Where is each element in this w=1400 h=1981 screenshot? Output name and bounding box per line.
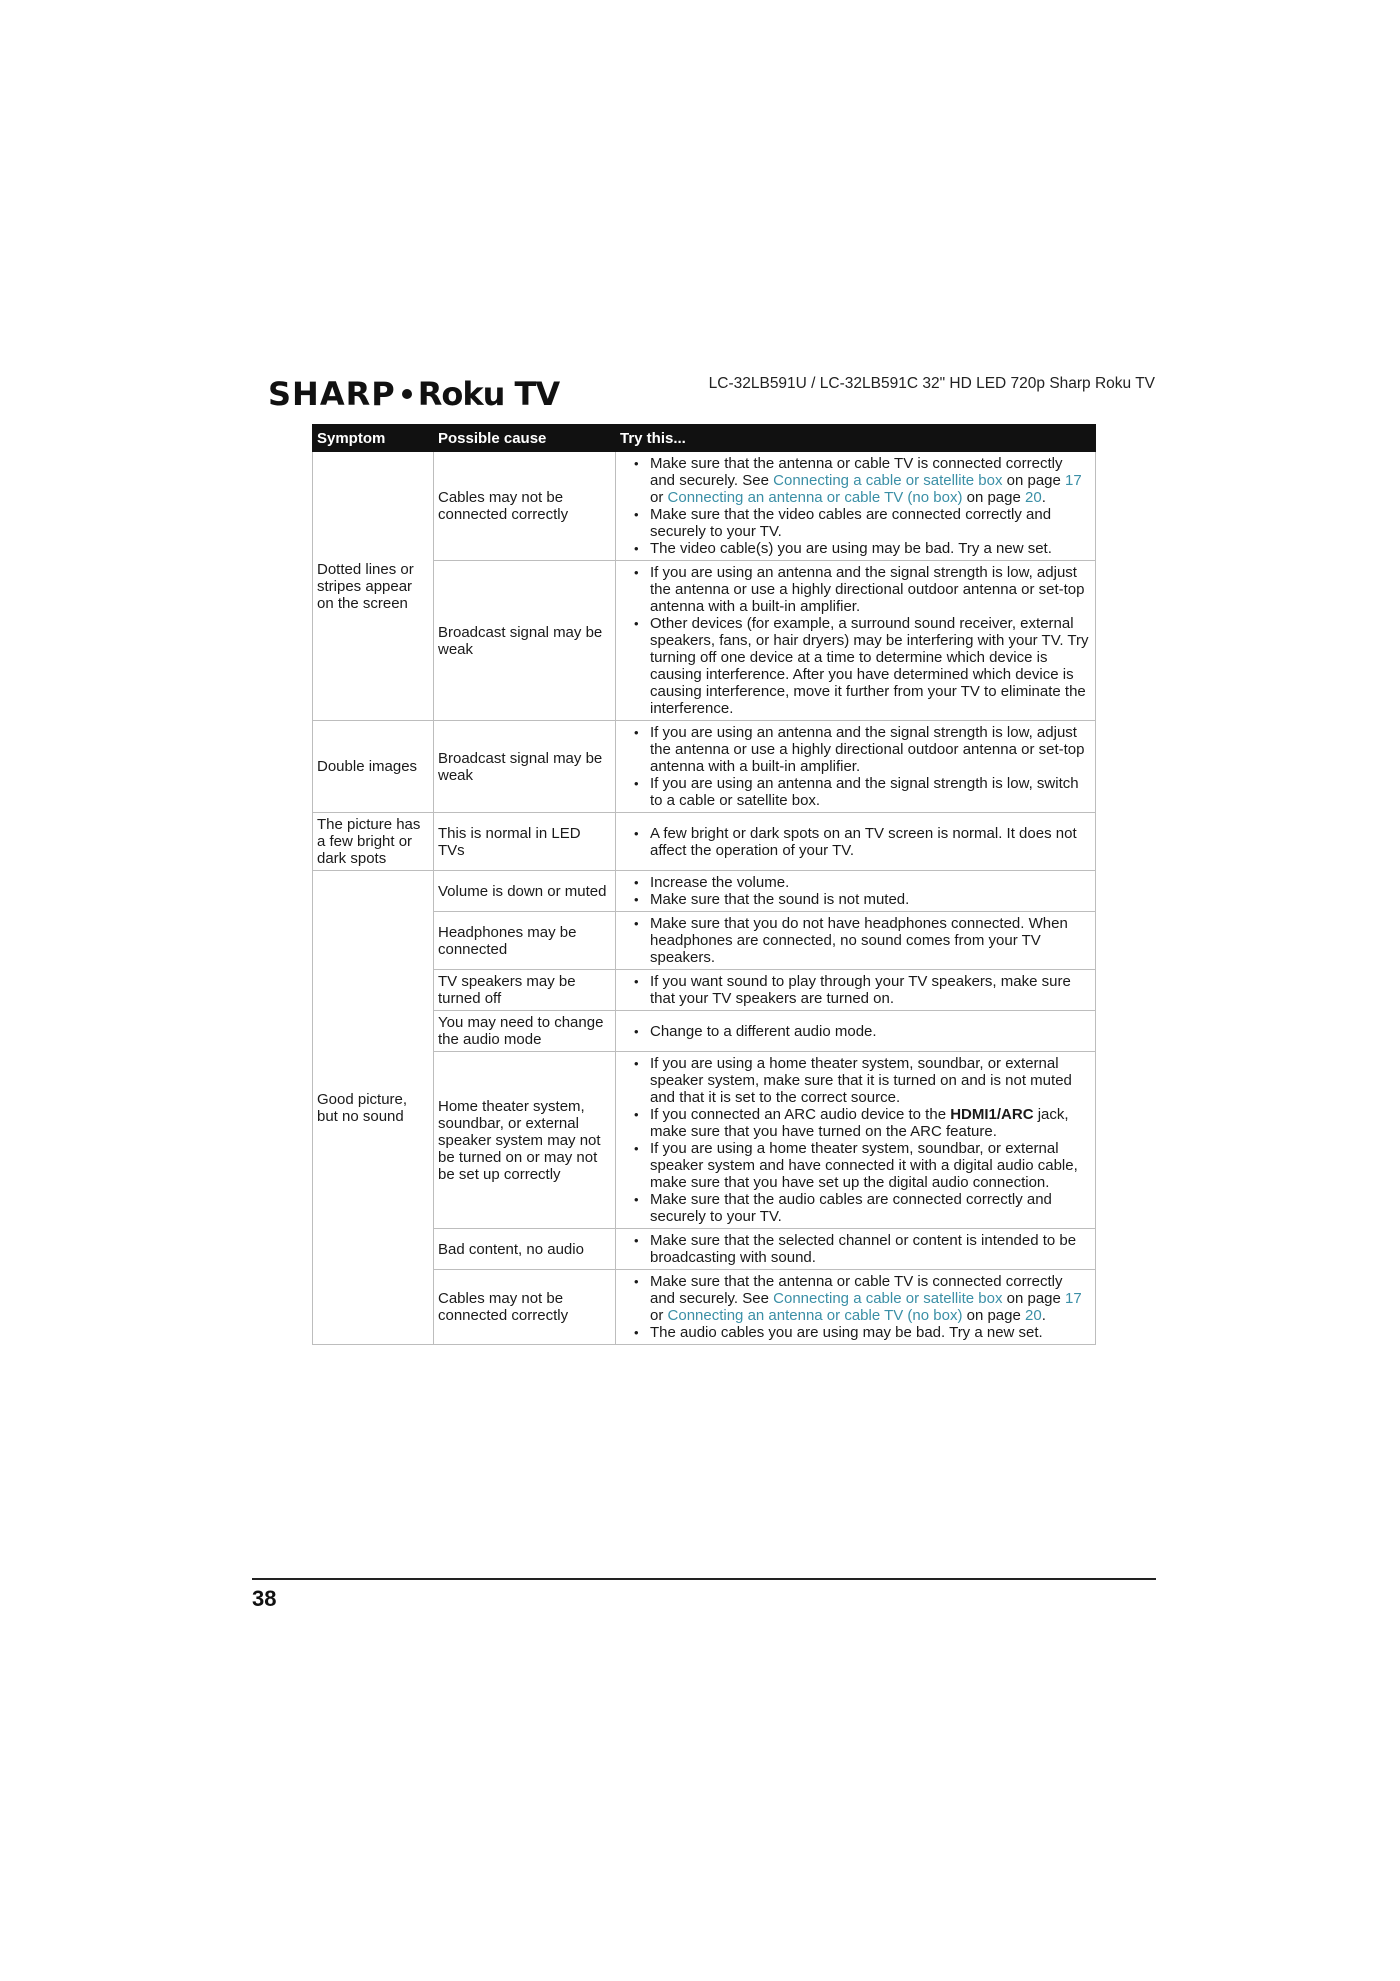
list-item: • Increase the volume. <box>620 874 1091 891</box>
symptom-cell: The picture has a few bright or dark spots <box>313 813 434 871</box>
try-cell <box>616 1270 1096 1345</box>
table-row <box>313 452 1096 561</box>
list-item: • If you want sound to play through your TV speakers, make sure that your TV speakers are turned on. <box>620 973 1091 1007</box>
try-cell <box>616 912 1096 970</box>
cause-cell: Broadcast signal may be weak <box>434 721 616 813</box>
list-item: • If you are using an antenna and the signal strength is low, switch to a cable or satellite box. <box>620 775 1091 809</box>
list-item: • Make sure that the audio cables are connected correctly and securely to your TV. <box>620 1191 1091 1225</box>
cause-cell: Cables may not be connected correctly <box>434 1270 616 1345</box>
list-item: • Make sure that you do not have headphones connected. When headphones are connected, no sound comes from your TV speakers. <box>620 915 1091 966</box>
list-item: • The video cable(s) you are using may be bad. Try a new set. <box>620 540 1091 557</box>
list-item: • Make sure that the selected channel or content is intended to be broadcasting with sound. <box>620 1232 1091 1266</box>
link-page-20[interactable]: 20 <box>1025 1307 1042 1324</box>
logo-sharp: SHARP <box>268 375 396 413</box>
list-item: • Other devices (for example, a surround sound receiver, external speakers, fans, or hair dryers) may be interfering with your TV. Try turning off one device at a time to determine which device is causing interference. After you have determined which device is causing interference, move it further from your TV to eliminate the interference. <box>620 615 1091 717</box>
model-title: LC-32LB591U / LC-32LB591C 32" HD LED 720p Sharp Roku TV <box>708 375 1155 392</box>
table-row <box>313 871 1096 912</box>
list-item: • If you are using an antenna and the signal strength is low, adjust the antenna or use a highly directional outdoor antenna or set-top antenna with a built-in amplifier. <box>620 724 1091 775</box>
link-cable-satellite-box[interactable]: Connecting a cable or satellite box <box>773 1290 1003 1307</box>
try-cell <box>616 871 1096 912</box>
page-header <box>268 375 1155 415</box>
cause-cell: TV speakers may be turned off <box>434 970 616 1011</box>
list-item: • If you are using a home theater system, soundbar, or external speaker system, make sure that it is turned on and is not muted and that it is set to the correct source. <box>620 1055 1091 1106</box>
header-try-this: Try this... <box>616 425 1096 452</box>
try-cell <box>616 721 1096 813</box>
cause-cell: Broadcast signal may be weak <box>434 561 616 721</box>
try-cell <box>616 970 1096 1011</box>
table-header-row <box>313 425 1096 452</box>
table-row <box>313 721 1096 813</box>
list-item: • Make sure that the video cables are connected correctly and securely to your TV. <box>620 506 1091 540</box>
list-item: • If you connected an ARC audio device to the HDMI1/ARC jack, make sure that you have turned on the ARC feature. <box>620 1106 1091 1140</box>
list-item: • A few bright or dark spots on an TV screen is normal. It does not affect the operation of your TV. <box>620 825 1091 859</box>
cause-cell: Volume is down or muted <box>434 871 616 912</box>
try-cell <box>616 1052 1096 1229</box>
list-item: • Make sure that the antenna or cable TV is connected correctly and securely. See Connecting a cable or satellite box on page 17 or Connecting an antenna or cable TV (no box) on page 20. <box>620 1273 1091 1324</box>
cause-cell: Headphones may be connected <box>434 912 616 970</box>
link-page-17[interactable]: 17 <box>1065 1290 1082 1307</box>
page-number: 38 <box>252 1586 277 1611</box>
try-cell <box>616 813 1096 871</box>
cause-cell: Bad content, no audio <box>434 1229 616 1270</box>
link-antenna-cable-no-box[interactable]: Connecting an antenna or cable TV (no box) <box>667 1307 963 1324</box>
link-page-17[interactable]: 17 <box>1065 472 1082 489</box>
try-cell <box>616 1011 1096 1052</box>
logo-roku-tv: Roku TV <box>417 375 560 413</box>
link-cable-satellite-box[interactable]: Connecting a cable or satellite box <box>773 472 1003 489</box>
link-page-20[interactable]: 20 <box>1025 489 1042 506</box>
cause-cell: You may need to change the audio mode <box>434 1011 616 1052</box>
list-item: • Change to a different audio mode. <box>620 1023 1091 1040</box>
cause-cell: Home theater system, soundbar, or external speaker system may not be turned on or may not be set up correctly <box>434 1052 616 1229</box>
hdmi-arc-jack-label: HDMI1/ARC <box>950 1106 1034 1123</box>
symptom-cell: Dotted lines or stripes appear on the screen <box>313 452 434 721</box>
footer-rule <box>252 1578 1156 1580</box>
cause-cell: Cables may not be connected correctly <box>434 452 616 561</box>
list-item: • The audio cables you are using may be bad. Try a new set. <box>620 1324 1091 1341</box>
list-item: • If you are using a home theater system, soundbar, or external speaker system and have connected it with a digital audio cable, make sure that you have set up the digital audio connection. <box>620 1140 1091 1191</box>
list-item: • If you are using an antenna and the signal strength is low, adjust the antenna or use a highly directional outdoor antenna or set-top antenna with a built-in amplifier. <box>620 564 1091 615</box>
list-item: • Make sure that the sound is not muted. <box>620 891 1091 908</box>
try-cell <box>616 1229 1096 1270</box>
header-symptom: Symptom <box>313 425 434 452</box>
troubleshooting-table <box>312 424 1096 1345</box>
link-antenna-cable-no-box[interactable]: Connecting an antenna or cable TV (no box) <box>667 489 963 506</box>
try-cell <box>616 561 1096 721</box>
logo-dot <box>402 389 412 399</box>
header-possible-cause: Possible cause <box>434 425 616 452</box>
try-cell <box>616 452 1096 561</box>
list-item: • Make sure that the antenna or cable TV is connected correctly and securely. See Connecting a cable or satellite box on page 17 or Connecting an antenna or cable TV (no box) on page 20. <box>620 455 1091 506</box>
sharp-roku-tv-logo <box>268 375 559 413</box>
symptom-cell: Double images <box>313 721 434 813</box>
table-row <box>313 813 1096 871</box>
symptom-cell: Good picture, but no sound <box>313 871 434 1345</box>
cause-cell: This is normal in LED TVs <box>434 813 616 871</box>
